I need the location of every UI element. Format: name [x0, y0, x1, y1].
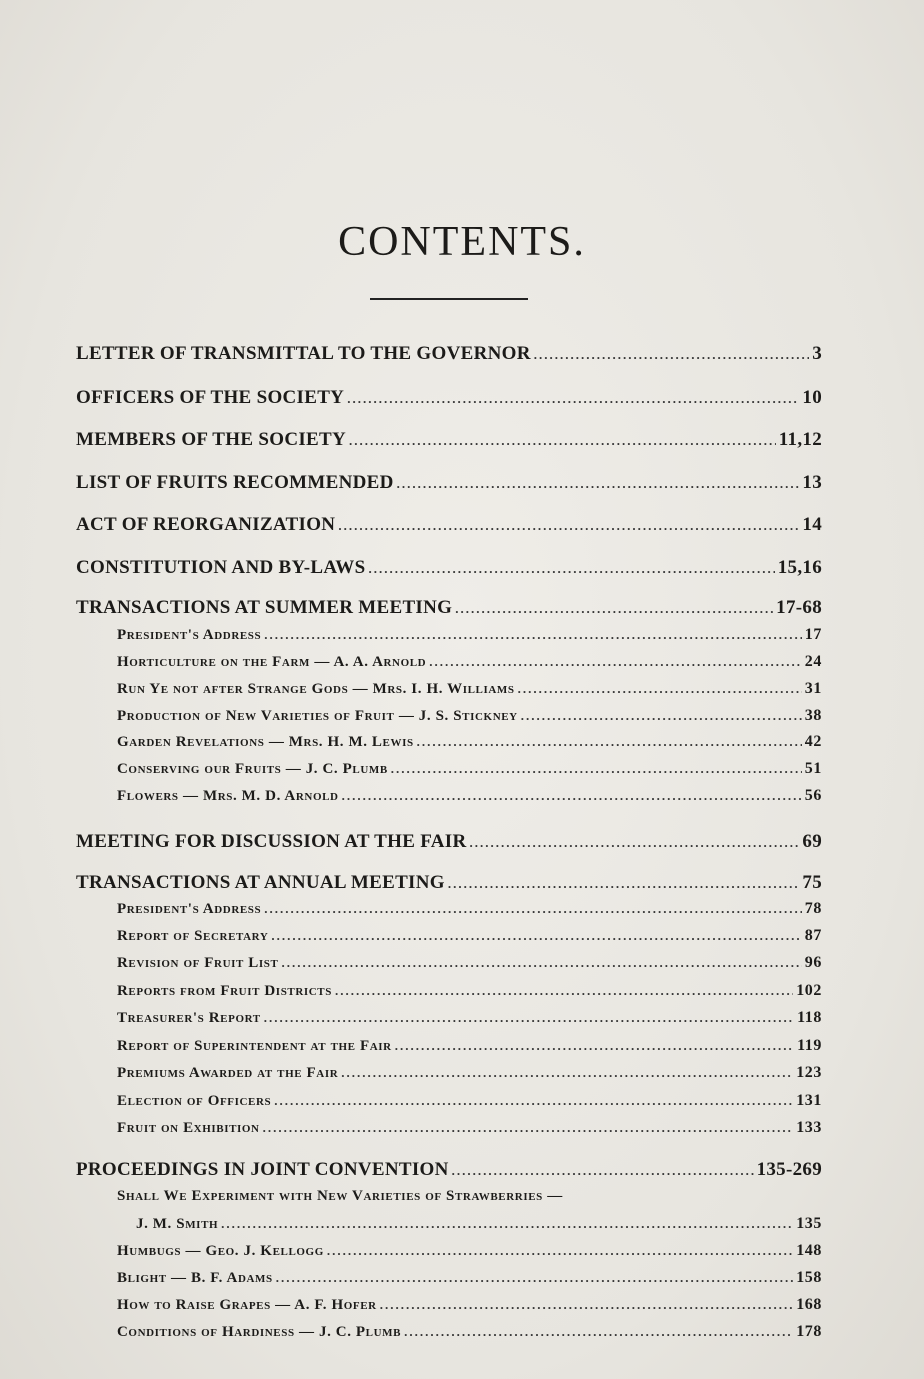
- dot-leader: [380, 1297, 793, 1313]
- toc-entry-page: 102: [796, 982, 822, 999]
- toc-entry: [76, 831, 822, 853]
- toc-entry-page: 13: [802, 472, 822, 493]
- dot-leader: [349, 433, 776, 449]
- toc-entry-page: 133: [796, 1119, 822, 1136]
- dot-leader: [264, 901, 802, 917]
- toc-entry-page: 69: [802, 831, 822, 852]
- dot-leader: [391, 761, 802, 777]
- toc-entry-label: Production of New Varieties of Fruit — J. S. Stickney: [117, 708, 518, 724]
- toc-entry-page: 11,12: [778, 429, 822, 450]
- toc-entry-label: OFFICERS OF THE SOCIETY: [76, 387, 345, 408]
- toc-entry-page: 118: [797, 1009, 822, 1026]
- toc-entry-label: President's Address: [117, 627, 262, 643]
- toc-subentry: [117, 982, 822, 1000]
- toc-entry-label: TRANSACTIONS AT SUMMER MEETING: [76, 597, 453, 618]
- toc-subentry: [117, 900, 822, 918]
- toc-entry-page: 96: [804, 954, 822, 971]
- toc-subentry: [117, 653, 822, 671]
- toc-entry-page: 38: [804, 707, 822, 724]
- dot-leader: [368, 561, 774, 577]
- toc-entry-page: 135-269: [756, 1159, 822, 1180]
- dot-leader: [448, 876, 800, 892]
- toc-entry-label: Report of Secretary: [117, 928, 269, 944]
- toc-entry-label: Report of Superintendent at the Fair: [117, 1038, 392, 1054]
- toc-entry: [76, 514, 822, 536]
- toc-entry: [76, 557, 822, 579]
- toc-subentry: [117, 1037, 822, 1055]
- dot-leader: [347, 391, 799, 407]
- toc-entry-page: 17: [804, 626, 822, 643]
- toc-entry-label: Reports from Fruit Districts: [117, 983, 332, 999]
- toc-entry-label: Run Ye not after Strange Gods — Mrs. I. H. Williams: [117, 681, 515, 697]
- toc-entry: [76, 429, 822, 451]
- toc-entry-label: Treasurer's Report: [117, 1010, 261, 1026]
- toc-entry-page: 24: [804, 653, 822, 670]
- toc-entry-page: 131: [796, 1092, 822, 1109]
- toc-entry-page: 87: [804, 927, 822, 944]
- toc-entry-label: Horticulture on the Farm — A. A. Arnold: [117, 654, 427, 670]
- toc-entry-label: ACT OF REORGANIZATION: [76, 514, 336, 535]
- dot-leader: [518, 681, 802, 697]
- toc-entry: [76, 597, 822, 619]
- toc-entry-label: MEMBERS OF THE SOCIETY: [76, 429, 347, 450]
- dot-leader: [274, 1093, 793, 1109]
- toc-entry-page: 15,16: [777, 557, 822, 578]
- toc-entry-page: 56: [804, 787, 822, 804]
- toc-entry-label: How to Raise Grapes — A. F. Hofer: [117, 1297, 377, 1313]
- toc-subentry-first-line: Shall We Experiment with New Varieties of Strawberries —: [117, 1188, 563, 1204]
- dot-leader: [455, 601, 773, 617]
- toc-entry-page: 3: [812, 343, 822, 364]
- toc-entry: [76, 1159, 822, 1181]
- toc-entry-page: 31: [804, 680, 822, 697]
- toc-entry-page: 168: [796, 1296, 822, 1313]
- dot-leader: [521, 708, 802, 724]
- toc-entry-label: J. M. Smith: [136, 1216, 219, 1232]
- toc-subentry: [117, 1119, 822, 1137]
- toc-entry-label: MEETING FOR DISCUSSION AT THE FAIR: [76, 831, 467, 852]
- toc-subentry: [117, 733, 822, 751]
- toc-entry-page: 42: [804, 733, 822, 750]
- dot-leader: [271, 928, 801, 944]
- dot-leader: [341, 1065, 793, 1081]
- toc-entry-page: 148: [796, 1242, 822, 1259]
- dot-leader: [397, 476, 800, 492]
- toc-subentry: [117, 1269, 822, 1287]
- toc-entry: [76, 343, 822, 365]
- toc-entry-page: 158: [796, 1269, 822, 1286]
- dot-leader: [469, 835, 799, 851]
- toc-subentry: [117, 760, 822, 778]
- toc-subentry: [117, 707, 822, 725]
- toc-entry-label: CONSTITUTION AND BY-LAWS: [76, 557, 366, 578]
- toc-entry-label: Premiums Awarded at the Fair: [117, 1065, 339, 1081]
- toc-entry-label: Revision of Fruit List: [117, 955, 279, 971]
- dot-leader: [221, 1216, 793, 1232]
- toc-entry-label: Humbugs — Geo. J. Kellogg: [117, 1243, 324, 1259]
- toc-subentry: [117, 954, 822, 972]
- toc-entry: [76, 472, 822, 494]
- toc-entry-label: Fruit on Exhibition: [117, 1120, 260, 1136]
- toc-subentry: [117, 1092, 822, 1110]
- dot-leader: [404, 1324, 793, 1340]
- dot-leader: [534, 347, 809, 363]
- toc-entry-page: 78: [804, 900, 822, 917]
- toc-entry-label: Conditions of Hardiness — J. C. Plumb: [117, 1324, 402, 1340]
- dot-leader: [276, 1270, 793, 1286]
- toc-entry-label: Conserving our Fruits — J. C. Plumb: [117, 761, 388, 777]
- toc-entry-page: 75: [802, 872, 822, 893]
- toc-subentry: [117, 680, 822, 698]
- toc-entry-page: 119: [797, 1037, 822, 1054]
- toc-subentry: [117, 1009, 822, 1027]
- toc-entry-label: LIST OF FRUITS RECOMMENDED: [76, 472, 394, 493]
- toc-entry-page: 17-68: [776, 597, 822, 618]
- toc-entry-label: Blight — B. F. Adams: [117, 1270, 273, 1286]
- toc-subentry: [117, 927, 822, 945]
- toc-entry-label: LETTER OF TRANSMITTAL TO THE GOVERNOR: [76, 343, 531, 364]
- toc-entry-label: President's Address: [117, 901, 262, 917]
- dot-leader: [264, 627, 802, 643]
- toc-entry-label: PROCEEDINGS IN JOINT CONVENTION: [76, 1159, 449, 1180]
- dot-leader: [327, 1243, 793, 1259]
- dot-leader: [395, 1038, 794, 1054]
- toc-entry-page: 135: [796, 1215, 822, 1232]
- toc-subentry: [117, 787, 822, 805]
- toc-subentry: [117, 626, 822, 644]
- dot-leader: [342, 788, 802, 804]
- dot-leader: [264, 1010, 794, 1026]
- toc-entry-label: Election of Officers: [117, 1093, 272, 1109]
- toc-subentry: [117, 1296, 822, 1314]
- toc-entry-page: 14: [802, 514, 822, 535]
- toc-entry-label: Garden Revelations — Mrs. H. M. Lewis: [117, 734, 414, 750]
- toc-entry-label: Flowers — Mrs. M. D. Arnold: [117, 788, 339, 804]
- dot-leader: [452, 1163, 754, 1179]
- toc-entry-label: TRANSACTIONS AT ANNUAL MEETING: [76, 872, 445, 893]
- toc-entry-page: 10: [802, 387, 822, 408]
- toc-entry: [76, 872, 822, 894]
- dot-leader: [281, 955, 801, 971]
- dot-leader: [417, 734, 802, 750]
- dot-leader: [429, 654, 802, 670]
- page-title: CONTENTS.: [338, 219, 586, 265]
- toc-entry-page: 178: [796, 1323, 822, 1340]
- dot-leader: [335, 983, 793, 999]
- toc-subentry: [117, 1064, 822, 1082]
- dot-leader: [263, 1120, 794, 1136]
- toc-entry: [76, 387, 822, 409]
- toc-entry-page: 123: [796, 1064, 822, 1081]
- toc-subentry: [136, 1215, 822, 1233]
- toc-subentry: [117, 1242, 822, 1260]
- dot-leader: [338, 518, 799, 534]
- toc-subentry: [117, 1323, 822, 1341]
- toc-entry-page: 51: [804, 760, 822, 777]
